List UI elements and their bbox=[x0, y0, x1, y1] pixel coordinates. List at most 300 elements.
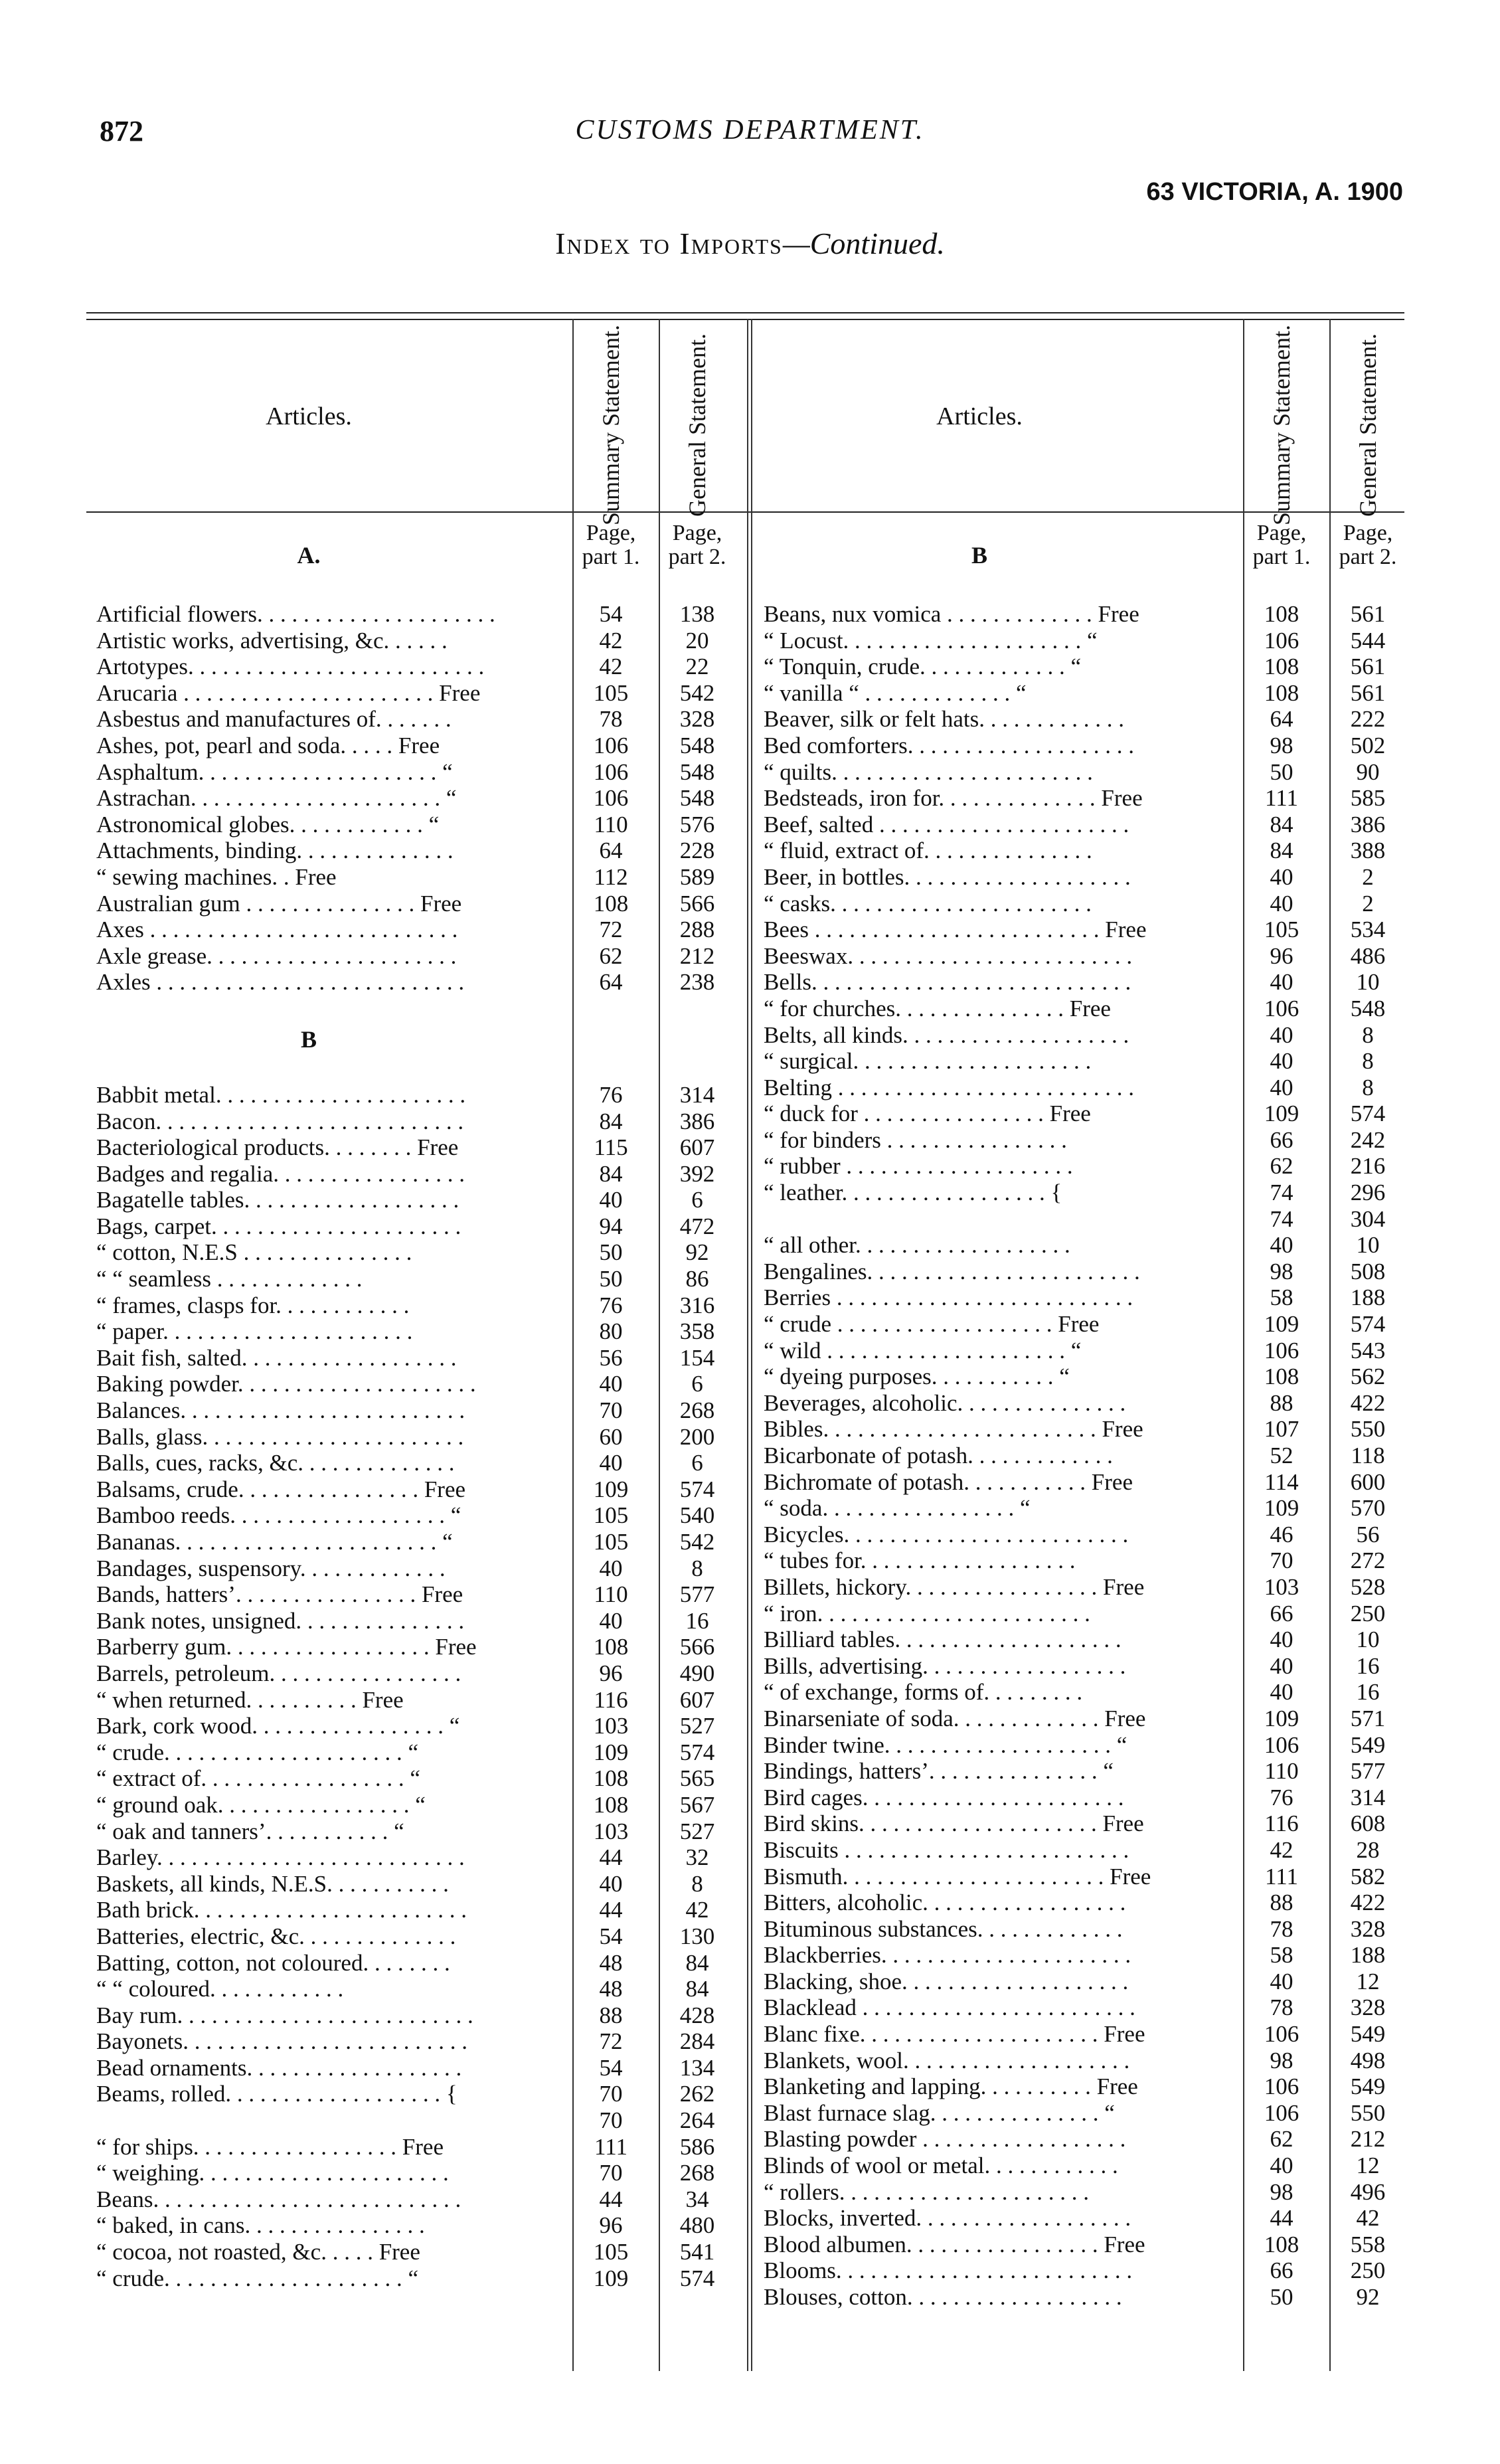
general-page: 480 bbox=[679, 2212, 715, 2239]
summary-heading: Summary Statement. bbox=[1268, 325, 1295, 525]
index-entry bbox=[96, 759, 734, 786]
article-name: Blasting powder . . . . . . . . . . . . . . . . . . bbox=[764, 2126, 1126, 2153]
article-name: “ all other. . . . . . . . . . . . . . . . . . . bbox=[764, 1232, 1070, 1259]
article-name: Bicarbonate of potash. . . . . . . . . . . . . bbox=[764, 1443, 1113, 1468]
general-page: 12 bbox=[1356, 1968, 1380, 1994]
index-entry bbox=[764, 1994, 1408, 2021]
article-name: “ rollers. . . . . . . . . . . . . . . . . . . . . . bbox=[764, 2178, 1089, 2205]
general-page: 6 bbox=[691, 1371, 703, 1397]
summary-page: 54 bbox=[599, 1923, 623, 1949]
article-name: Barley. . . . . . . . . . . . . . . . . . . . . . . . . . . bbox=[96, 1844, 465, 1871]
general-page: 574 bbox=[679, 1476, 715, 1502]
summary-page: 52 bbox=[1270, 1443, 1293, 1468]
page-part1-label: Page, part 1. bbox=[1252, 521, 1311, 569]
general-page: 543 bbox=[1350, 1337, 1386, 1364]
index-entry bbox=[764, 1180, 1408, 1206]
summary-page: 106 bbox=[1264, 995, 1299, 1021]
article-name: Beverages, alcoholic. . . . . . . . . . . . . . . bbox=[764, 1389, 1126, 1416]
article-name: Bags, carpet. . . . . . . . . . . . . . . . . . . . . . bbox=[96, 1213, 461, 1239]
summary-page: 109 bbox=[593, 1739, 629, 1765]
article-name: Blast furnace slag. . . . . . . . . . . . . . . “ bbox=[764, 2099, 1115, 2126]
subheading bbox=[0, 226, 1500, 261]
general-heading: General Statement. bbox=[684, 333, 710, 517]
summary-page: 40 bbox=[1270, 969, 1293, 996]
summary-page: 42 bbox=[599, 654, 623, 680]
general-page: 328 bbox=[1350, 1915, 1386, 1942]
index-entry bbox=[96, 1397, 734, 1424]
article-name: Binarseniate of soda. . . . . . . . . . . . . Free bbox=[764, 1705, 1146, 1731]
summary-page: 112 bbox=[594, 863, 628, 890]
page-part1-label: Page, part 1. bbox=[582, 521, 640, 569]
general-page: 28 bbox=[1356, 1836, 1380, 1863]
summary-page: 40 bbox=[599, 1555, 623, 1581]
general-page: 548 bbox=[679, 732, 715, 758]
article-name: “ of exchange, forms of. . . . . . . . . bbox=[764, 1679, 1083, 1706]
summary-page: 96 bbox=[1270, 942, 1293, 969]
index-entry bbox=[96, 1239, 734, 1266]
index-entry bbox=[96, 1634, 734, 1660]
article-name: Binder twine. . . . . . . . . . . . . . . . . . . . “ bbox=[764, 1731, 1127, 1758]
general-page: 544 bbox=[1350, 627, 1386, 654]
index-entry bbox=[764, 1390, 1408, 1417]
page-part2-label: Page, part 2. bbox=[1339, 521, 1397, 569]
index-entry bbox=[96, 601, 734, 628]
article-name: “ ground oak. . . . . . . . . . . . . . . . . “ bbox=[96, 1791, 426, 1818]
article-name: “ crude. . . . . . . . . . . . . . . . . . . . . “ bbox=[96, 2265, 419, 2291]
general-page: 8 bbox=[1362, 1074, 1374, 1100]
article-name: Blackberries. . . . . . . . . . . . . . . . . . . . . . bbox=[764, 1942, 1131, 1969]
general-page: 585 bbox=[1350, 785, 1386, 812]
article-name: Blanc fixe. . . . . . . . . . . . . . . . . . . . . Free bbox=[764, 2021, 1145, 2048]
general-page: 534 bbox=[1350, 917, 1386, 943]
general-page: 86 bbox=[685, 1266, 709, 1292]
article-name: Barrels, petroleum. . . . . . . . . . . . . . . . . bbox=[96, 1660, 461, 1686]
summary-page: 70 bbox=[1270, 1547, 1293, 1574]
article-name: Balances. . . . . . . . . . . . . . . . . . . . . . . . . bbox=[96, 1397, 465, 1424]
article-name: Asbestus and manufactures of. . . . . . . bbox=[96, 706, 452, 733]
index-entry bbox=[96, 1581, 734, 1608]
summary-page: 50 bbox=[599, 1266, 623, 1292]
index-entry bbox=[764, 891, 1408, 917]
general-page: 328 bbox=[1350, 1994, 1386, 2021]
article-name: Blanketing and lapping. . . . . . . . . . Free bbox=[764, 2073, 1138, 2100]
article-name: “ fluid, extract of. . . . . . . . . . . . . . . bbox=[764, 837, 1092, 864]
summary-page: 116 bbox=[1264, 1810, 1299, 1837]
article-name: “ dyeing purposes. . . . . . . . . . . “ bbox=[764, 1364, 1070, 1390]
general-heading: General Statement. bbox=[1355, 333, 1381, 517]
general-page: 238 bbox=[679, 969, 715, 996]
general-page: 422 bbox=[1350, 1389, 1386, 1416]
summary-page: 64 bbox=[599, 969, 623, 996]
summary-page: 44 bbox=[1270, 2205, 1293, 2232]
general-page: 541 bbox=[679, 2239, 715, 2265]
summary-page: 96 bbox=[599, 1660, 623, 1686]
article-name: Bells. . . . . . . . . . . . . . . . . . . . . . . . . . . . bbox=[764, 969, 1131, 996]
article-name: “ Tonquin, crude. . . . . . . . . . . . . “ bbox=[764, 654, 1082, 680]
general-page: 6 bbox=[691, 1450, 703, 1476]
summary-page: 84 bbox=[599, 1108, 623, 1134]
right-column bbox=[764, 325, 1408, 2311]
general-page: 268 bbox=[679, 1397, 715, 1424]
article-name: “ iron. . . . . . . . . . . . . . . . . . . . . . . . bbox=[764, 1600, 1090, 1627]
general-page: 607 bbox=[679, 1134, 715, 1161]
summary-page: 98 bbox=[1270, 2047, 1293, 2073]
article-name: Bead ornaments. . . . . . . . . . . . . . . . . . . bbox=[96, 2054, 462, 2081]
article-name: “ “ seamless . . . . . . . . . . . . . bbox=[96, 1266, 363, 1292]
index-entry bbox=[96, 1187, 734, 1213]
summary-page: 78 bbox=[1270, 1915, 1293, 1942]
index-entry bbox=[764, 1206, 1408, 1233]
page-part2-label: Page, part 2. bbox=[668, 521, 726, 569]
general-page: 8 bbox=[1362, 1021, 1374, 1048]
summary-page: 108 bbox=[1264, 679, 1299, 706]
article-name: Astronomical globes. . . . . . . . . . . . “ bbox=[96, 811, 440, 837]
summary-page: 72 bbox=[599, 2028, 623, 2055]
center-rule bbox=[751, 319, 752, 2371]
index-entry bbox=[764, 1758, 1408, 1785]
article-name: Bills, advertising. . . . . . . . . . . . . . . . . . bbox=[764, 1652, 1126, 1679]
general-page: 92 bbox=[1356, 2284, 1380, 2310]
article-name: Astrachan. . . . . . . . . . . . . . . . . . . . . . “ bbox=[96, 785, 457, 812]
article-name: Bananas. . . . . . . . . . . . . . . . . . . . . . . “ bbox=[96, 1529, 453, 1555]
index-entry bbox=[96, 1529, 734, 1555]
index-entry bbox=[96, 1923, 734, 1950]
summary-page: 70 bbox=[599, 2160, 623, 2186]
general-page: 548 bbox=[1350, 995, 1386, 1021]
index-entry bbox=[96, 1450, 734, 1476]
index-entry bbox=[764, 1916, 1408, 1943]
index-entry bbox=[96, 1134, 734, 1161]
index-entry bbox=[764, 1232, 1408, 1259]
general-page: 222 bbox=[1350, 706, 1386, 733]
index-entry bbox=[764, 2257, 1408, 2284]
summary-page: 48 bbox=[599, 1949, 623, 1976]
summary-page: 54 bbox=[599, 601, 623, 627]
article-name: Bandages, suspensory. . . . . . . . . . . . . bbox=[96, 1555, 446, 1581]
general-page: 130 bbox=[679, 1923, 715, 1949]
article-name: Beams, rolled. . . . . . . . . . . . . . . . . . . { bbox=[96, 2081, 458, 2107]
general-page: 242 bbox=[1350, 1126, 1386, 1153]
session-label: 63 VICTORIA, A. 1900 bbox=[1146, 178, 1403, 206]
summary-page: 46 bbox=[1270, 1521, 1293, 1547]
general-page: 498 bbox=[1350, 2047, 1386, 2073]
summary-page: 84 bbox=[599, 1160, 623, 1187]
general-page: 8 bbox=[691, 1870, 703, 1897]
summary-page: 108 bbox=[593, 1765, 629, 1792]
summary-page: 42 bbox=[599, 627, 623, 654]
general-page: 268 bbox=[679, 2160, 715, 2186]
index-entry bbox=[96, 1082, 734, 1108]
summary-page: 76 bbox=[1270, 1784, 1293, 1810]
summary-page: 108 bbox=[593, 1634, 629, 1660]
index-entry bbox=[96, 1424, 734, 1451]
article-name: Bibles. . . . . . . . . . . . . . . . . . . . . . . . Free bbox=[764, 1416, 1143, 1443]
article-name: “ oak and tanners’. . . . . . . . . . . “ bbox=[96, 1818, 404, 1844]
article-name: “ “ coloured. . . . . . . . . . . . bbox=[96, 1976, 344, 2002]
summary-page: 44 bbox=[599, 1844, 623, 1871]
article-name: Axle grease. . . . . . . . . . . . . . . . . . . . . . bbox=[96, 942, 457, 969]
summary-heading: Summary Statement. bbox=[598, 325, 624, 525]
summary-page: 105 bbox=[593, 2239, 629, 2265]
index-entry bbox=[764, 733, 1408, 759]
index-entry bbox=[764, 1890, 1408, 1916]
index-entry bbox=[96, 1739, 734, 1766]
general-page: 228 bbox=[679, 837, 715, 864]
general-page: 422 bbox=[1350, 1890, 1386, 1916]
article-name: Barberry gum. . . . . . . . . . . . . . . . . . Free bbox=[96, 1634, 477, 1660]
articles-heading: Articles. bbox=[266, 402, 352, 430]
summary-page: 105 bbox=[1264, 917, 1299, 943]
index-entry bbox=[764, 1653, 1408, 1680]
general-page: 216 bbox=[1350, 1153, 1386, 1180]
index-entry bbox=[96, 1318, 734, 1345]
general-page: 608 bbox=[1350, 1810, 1386, 1837]
index-entry bbox=[96, 1292, 734, 1319]
right-entries bbox=[764, 601, 1408, 2311]
summary-page: 66 bbox=[1270, 1600, 1293, 1627]
section-letter: B bbox=[971, 542, 987, 569]
article-name: Bitters, alcoholic. . . . . . . . . . . . . . . . . . bbox=[764, 1890, 1126, 1916]
index-entry bbox=[764, 1338, 1408, 1364]
article-name: Axles . . . . . . . . . . . . . . . . . . . . . . . . . . . bbox=[96, 969, 465, 996]
articles-heading: Articles. bbox=[936, 402, 1023, 430]
summary-page: 40 bbox=[1270, 863, 1293, 890]
index-entry bbox=[764, 969, 1408, 996]
index-entry bbox=[96, 1502, 734, 1529]
summary-page: 44 bbox=[599, 1897, 623, 1923]
index-entry bbox=[764, 1679, 1408, 1706]
general-page: 548 bbox=[679, 785, 715, 812]
summary-page: 40 bbox=[1270, 1048, 1293, 1075]
general-page: 392 bbox=[679, 1160, 715, 1187]
index-entry bbox=[96, 1792, 734, 1818]
article-name: Blinds of wool or metal. . . . . . . . . . . . bbox=[764, 2153, 1118, 2179]
article-name: Bagatelle tables. . . . . . . . . . . . . . . . . . . bbox=[96, 1187, 459, 1213]
article-name: “ Locust. . . . . . . . . . . . . . . . . . . . . “ bbox=[764, 627, 1098, 654]
index-entry bbox=[764, 1311, 1408, 1338]
summary-page: 94 bbox=[599, 1213, 623, 1239]
index-entry bbox=[96, 1108, 734, 1135]
index-entry bbox=[96, 1765, 734, 1792]
top-rule-1 bbox=[86, 312, 1404, 313]
summary-page: 103 bbox=[593, 1713, 629, 1739]
general-page: 6 bbox=[691, 1187, 703, 1213]
general-page: 92 bbox=[685, 1239, 709, 1266]
article-name: Bamboo reeds. . . . . . . . . . . . . . . . . . . “ bbox=[96, 1502, 461, 1529]
index-entry bbox=[96, 680, 734, 707]
article-name: “ crude . . . . . . . . . . . . . . . . . . . Free bbox=[764, 1311, 1100, 1338]
article-name: Bird cages. . . . . . . . . . . . . . . . . . . . . . . bbox=[764, 1784, 1124, 1810]
summary-page: 58 bbox=[1270, 1284, 1293, 1311]
index-entry bbox=[96, 812, 734, 838]
summary-page: 62 bbox=[599, 942, 623, 969]
index-entry bbox=[764, 996, 1408, 1022]
general-page: 42 bbox=[1356, 2205, 1380, 2232]
general-page: 188 bbox=[1350, 1942, 1386, 1969]
general-page: 358 bbox=[679, 1318, 715, 1345]
article-name: Badges and regalia. . . . . . . . . . . . . . . . . bbox=[96, 1160, 465, 1187]
article-name: “ weighing. . . . . . . . . . . . . . . . . . . . . . bbox=[96, 2160, 449, 2186]
article-name: “ wild . . . . . . . . . . . . . . . . . . . . . “ bbox=[764, 1337, 1082, 1364]
article-name: “ when returned. . . . . . . . . . Free bbox=[96, 1686, 404, 1713]
summary-page: 76 bbox=[599, 1292, 623, 1318]
general-page: 502 bbox=[1350, 732, 1386, 758]
index-entry bbox=[764, 1732, 1408, 1759]
general-page: 250 bbox=[1350, 1600, 1386, 1627]
general-page: 508 bbox=[1350, 1258, 1386, 1284]
article-name: Bismuth. . . . . . . . . . . . . . . . . . . . . . . Free bbox=[764, 1863, 1151, 1890]
general-page: 212 bbox=[1350, 2126, 1386, 2153]
index-entry bbox=[96, 2028, 734, 2055]
index-entry bbox=[764, 864, 1408, 891]
general-page: 42 bbox=[685, 1897, 709, 1923]
article-name: Ashes, pot, pearl and soda. . . . . Free bbox=[96, 732, 440, 758]
general-page: 549 bbox=[1350, 2021, 1386, 2048]
summary-page: 40 bbox=[599, 1607, 623, 1634]
article-name: Asphaltum. . . . . . . . . . . . . . . . . . . . . “ bbox=[96, 758, 453, 785]
index-entry bbox=[96, 1371, 734, 1397]
index-entry bbox=[764, 2205, 1408, 2232]
index-entry bbox=[96, 733, 734, 759]
index-entry bbox=[96, 2265, 734, 2292]
summary-page: 114 bbox=[1264, 1468, 1299, 1495]
summary-page: 50 bbox=[1270, 2284, 1293, 2310]
general-page: 16 bbox=[685, 1607, 709, 1634]
general-page: 540 bbox=[679, 1502, 715, 1529]
general-page: 8 bbox=[1362, 1048, 1374, 1075]
index-entry bbox=[96, 969, 734, 996]
index-entry bbox=[764, 1864, 1408, 1890]
left-b-entries bbox=[96, 1082, 734, 2291]
index-entry bbox=[764, 654, 1408, 680]
summary-page: 64 bbox=[1270, 706, 1293, 733]
index-entry bbox=[96, 1266, 734, 1292]
general-page: 549 bbox=[1350, 1731, 1386, 1758]
summary-page: 66 bbox=[1270, 2257, 1293, 2284]
right-header bbox=[764, 325, 1408, 525]
running-head: CUSTOMS DEPARTMENT. bbox=[575, 115, 925, 145]
general-page: 542 bbox=[679, 1529, 715, 1555]
article-name: “ paper. . . . . . . . . . . . . . . . . . . . . . bbox=[96, 1318, 413, 1345]
summary-page: 70 bbox=[599, 1397, 623, 1424]
general-page: 2 bbox=[1362, 890, 1374, 917]
article-name: Billiard tables. . . . . . . . . . . . . . . . . . . . bbox=[764, 1627, 1122, 1653]
index-entry bbox=[96, 837, 734, 864]
article-name: Blooms. . . . . . . . . . . . . . . . . . . . . . . . . . bbox=[764, 2257, 1133, 2284]
summary-page: 64 bbox=[599, 837, 623, 864]
summary-page: 103 bbox=[1264, 1573, 1299, 1600]
index-entry bbox=[764, 2153, 1408, 2179]
general-page: 570 bbox=[1350, 1495, 1386, 1522]
article-name: Australian gum . . . . . . . . . . . . . . . Free bbox=[96, 890, 462, 917]
general-page: 314 bbox=[679, 1081, 715, 1108]
summary-page: 109 bbox=[593, 1476, 629, 1502]
index-entry bbox=[96, 1476, 734, 1503]
summary-page: 109 bbox=[1264, 1311, 1299, 1338]
index-entry bbox=[764, 1259, 1408, 1285]
general-page: 550 bbox=[1350, 1416, 1386, 1443]
general-page: 567 bbox=[679, 1791, 715, 1818]
summary-page: 103 bbox=[593, 1818, 629, 1844]
general-page: 386 bbox=[679, 1108, 715, 1134]
summary-page: 98 bbox=[1270, 2178, 1293, 2205]
general-page: 577 bbox=[679, 1581, 715, 1608]
article-name: Blankets, wool. . . . . . . . . . . . . . . . . . . . bbox=[764, 2047, 1130, 2073]
summary-page: 88 bbox=[1270, 1389, 1293, 1416]
summary-page: 42 bbox=[1270, 1836, 1293, 1863]
page-number: 872 bbox=[100, 115, 143, 147]
index-entry bbox=[96, 2107, 734, 2134]
article-name: Bay rum. . . . . . . . . . . . . . . . . . . . . . . . . . bbox=[96, 2002, 473, 2028]
article-name: Artificial flowers. . . . . . . . . . . . . . . . . . . . . bbox=[96, 601, 495, 627]
section-letter: A. bbox=[297, 542, 321, 569]
summary-page: 44 bbox=[599, 2186, 623, 2212]
general-page: 558 bbox=[1350, 2231, 1386, 2257]
article-name: Bacon. . . . . . . . . . . . . . . . . . . . . . . . . . . bbox=[96, 1108, 464, 1134]
general-page: 16 bbox=[1356, 1679, 1380, 1706]
index-entry bbox=[764, 1785, 1408, 1811]
general-page: 472 bbox=[679, 1213, 715, 1239]
article-name: Bed comforters. . . . . . . . . . . . . . . . . . . . bbox=[764, 732, 1134, 758]
article-name: “ vanilla “ . . . . . . . . . . . . . “ bbox=[764, 679, 1027, 706]
index-entry bbox=[96, 917, 734, 943]
general-page: 586 bbox=[679, 2133, 715, 2160]
general-page: 34 bbox=[685, 2186, 709, 2212]
article-name: Bird skins. . . . . . . . . . . . . . . . . . . . . Free bbox=[764, 1810, 1144, 1837]
index-entry bbox=[96, 654, 734, 680]
summary-page: 109 bbox=[1264, 1100, 1299, 1127]
index-entry bbox=[764, 1284, 1408, 1311]
article-name: “ baked, in cans. . . . . . . . . . . . . . . . bbox=[96, 2212, 425, 2239]
general-page: 566 bbox=[679, 890, 715, 917]
index-entry bbox=[96, 785, 734, 812]
article-name: “ for ships. . . . . . . . . . . . . . . . . . Free bbox=[96, 2133, 444, 2160]
article-name: Billets, hickory. . . . . . . . . . . . . . . . . Free bbox=[764, 1573, 1145, 1600]
index-entry bbox=[764, 785, 1408, 812]
article-name: “ tubes for. . . . . . . . . . . . . . . . . . . bbox=[764, 1547, 1076, 1574]
general-page: 600 bbox=[1350, 1468, 1386, 1495]
article-name: Beeswax. . . . . . . . . . . . . . . . . . . . . . . . . bbox=[764, 942, 1133, 969]
index-entry bbox=[96, 2160, 734, 2186]
index-entry bbox=[764, 2048, 1408, 2074]
summary-page: 106 bbox=[593, 732, 629, 758]
summary-page: 74 bbox=[1270, 1205, 1293, 1232]
index-entry bbox=[764, 943, 1408, 970]
general-page: 542 bbox=[679, 679, 715, 706]
general-page: 188 bbox=[1350, 1284, 1386, 1311]
general-page: 562 bbox=[1350, 1364, 1386, 1390]
article-name: Balsams, crude. . . . . . . . . . . . . . . . Free bbox=[96, 1476, 466, 1502]
index-entry bbox=[96, 864, 734, 891]
general-page: 550 bbox=[1350, 2099, 1386, 2126]
general-page: 582 bbox=[1350, 1863, 1386, 1890]
general-page: 574 bbox=[1350, 1100, 1386, 1127]
center-rule bbox=[747, 319, 748, 2371]
index-entry bbox=[96, 1608, 734, 1634]
summary-page: 105 bbox=[593, 1502, 629, 1529]
summary-page: 106 bbox=[593, 785, 629, 812]
article-name: Bees . . . . . . . . . . . . . . . . . . . . . . . . . Free bbox=[764, 917, 1147, 943]
summary-page: 78 bbox=[1270, 1994, 1293, 2021]
general-page: 316 bbox=[679, 1292, 715, 1318]
general-page: 56 bbox=[1356, 1521, 1380, 1547]
article-name: Batteries, electric, &c. . . . . . . . . . . . . . bbox=[96, 1923, 456, 1949]
article-name: Attachments, binding. . . . . . . . . . . . . . bbox=[96, 837, 454, 864]
summary-page: 40 bbox=[1270, 1652, 1293, 1679]
general-page: 8 bbox=[691, 1555, 703, 1581]
article-name: Belting . . . . . . . . . . . . . . . . . . . . . . . . . . bbox=[764, 1074, 1135, 1100]
general-page: 527 bbox=[679, 1713, 715, 1739]
